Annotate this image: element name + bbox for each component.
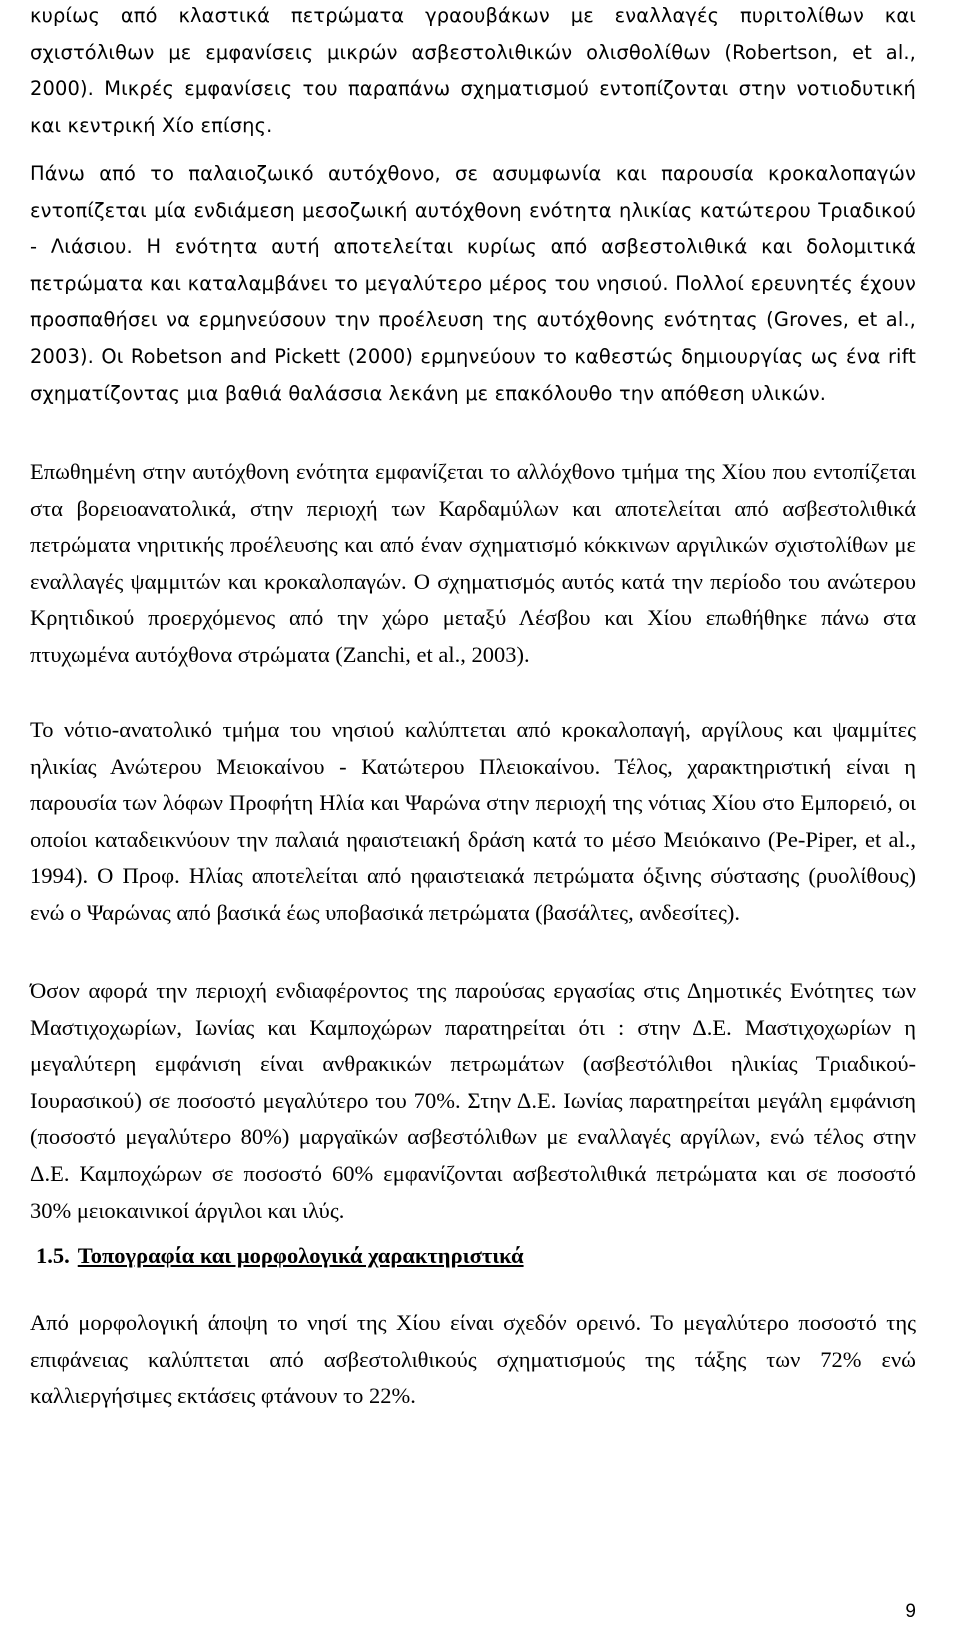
body-paragraph-autochthonous-unit: Πάνω από το παλαιοζωικό αυτόχθονο, σε ασυμφωνία και παρουσία κροκαλοπαγών εντοπίζεται μία ενδιάμεση μεσοζωική αυτόχθονη ενότητα ηλικίας κατώτερου Τριαδικού - Λιάσιου. Η ενότητα αυτή αποτελείται κυρίως από ασβεστολιθικά και δολομιτικά πετρώματα και καταλαμβάνει το μεγαλύτερο μέρος του νησιού. Πολλοί ερευνητές έχουν προσπαθήσει να ερμηνεύσουν την προέλευση της αυτόχθονης ενότητας (Groves, et al., 2003). Οι Robetson and Pickett (2000) ερμηνεύουν το καθεστώς δημιουργίας ως ένα rift σχηματίζοντας μια βαθιά θαλάσσια λεκάνη με επακόλουθο την απόθεση υλικών. xyxy=(30,162,916,405)
body-paragraph-geology-intro: κυρίως από κλαστικά πετρώματα γραουβάκων με εναλλαγές πυριτολίθων και σχιστόλιθων με εμφανίσεις μικρών ασβεστολιθικών ολισθολίθων (Robertson, et al., 2000). Μικρές εμφανίσεις του παραπάνω σχηματισμού εντοπίζονται στην νοτιοδυτική και κεντρική Χίο επίσης. xyxy=(30,4,916,137)
section-title: Τοπογραφία και μορφολογικά χαρακτηριστικά xyxy=(77,1243,524,1268)
page-number: 9 xyxy=(905,1601,916,1622)
section-number: 1.5. xyxy=(36,1243,70,1268)
body-paragraph-allochthonous-unit: Επωθημένη στην αυτόχθονη ενότητα εμφανίζεται το αλλόχθονο τμήμα της Χίου που εντοπίζεται στα βορειοανατολικά, στην περιοχή των Καρδαμύλων και αποτελείται από ασβεστολιθικά πετρώματα νηριτικής προέλευσης και από έναν σχηματισμό κόκκινων αργιλικών σχιστολίθων με εναλλαγές ψαμμιτών και κροκαλοπαγών. Ο σχηματισμός αυτός κατά την περίοδο του ανώτερου Κρητιδικού προερχόμενος από την χώρο μεταξύ Λέσβου και Χίου επωθήθηκε πάνω στα πτυχωμένα αυτόχθονα στρώματα (Zanchi, et al., 2003). xyxy=(30,459,916,667)
body-paragraph-topography: Από μορφολογική άποψη το νησί της Χίου είναι σχεδόν ορεινό. Το μεγαλύτερο ποσοστό της επιφάνειας καλύπτεται από ασβεστολιθικούς σχηματισμούς της τάξης των 72% ενώ καλλιεργήσιμες εκτάσεις φτάνουν το 22%. xyxy=(30,1310,916,1409)
body-paragraph-study-area: Όσον αφορά την περιοχή ενδιαφέροντος της παρούσας εργασίας στις Δημοτικές Ενότητες των Μαστιχοχωρίων, Ιωνίας και Καμποχώρων παρατηρείται ότι : στην Δ.Ε. Μαστιχοχωρίων η μεγαλύτερη εμφάνιση είναι ανθρακικών πετρωμάτων (ασβεστόλιθοι ηλικίας Τριαδικού-Ιουρασικού) σε ποσοστό μεγαλύτερο του 70%. Στην Δ.Ε. Ιωνίας παρατηρείται μεγάλη εμφάνιση (ποσοστό μεγαλύτερο 80%) μαργαϊκών ασβεστόλιθων με εναλλαγές αργίλων, ενώ τέλος στην Δ.Ε. Καμποχώρων σε ποσοστό 60% εμφανίζονται ασβεστολιθικά πετρώματα και σε ποσοστό 30% μειοκαινικοί άργιλοι και ιλύς. xyxy=(30,978,916,1223)
section-heading xyxy=(36,1241,524,1271)
body-paragraph-southeast-volcanics: Το νότιο-ανατολικό τμήμα του νησιού καλύπτεται από κροκαλοπαγή, αργίλους και ψαμμίτες ηλικίας Ανώτερου Μειοκαίνου - Κατώτερου Πλειοκαίνου. Τέλος, χαρακτηριστική είναι η παρουσία των λόφων Προφήτη Ηλία και Ψαρώνα στην περιοχή της νότιας Χίου στο Εμπορειό, οι οποίοι καταδεικνύουν την παλαιά ηφαιστειακή δράση κατά το μέσο Μειόκαινο (Pe-Piper, et al., 1994). Ο Προφ. Ηλίας αποτελείται από ηφαιστειακά πετρώματα όξινης σύστασης (ρυολίθους) ενώ ο Ψαρώνας από βασικά έως υποβασικά πετρώματα (βασάλτες, ανδεσίτες). xyxy=(30,717,916,925)
